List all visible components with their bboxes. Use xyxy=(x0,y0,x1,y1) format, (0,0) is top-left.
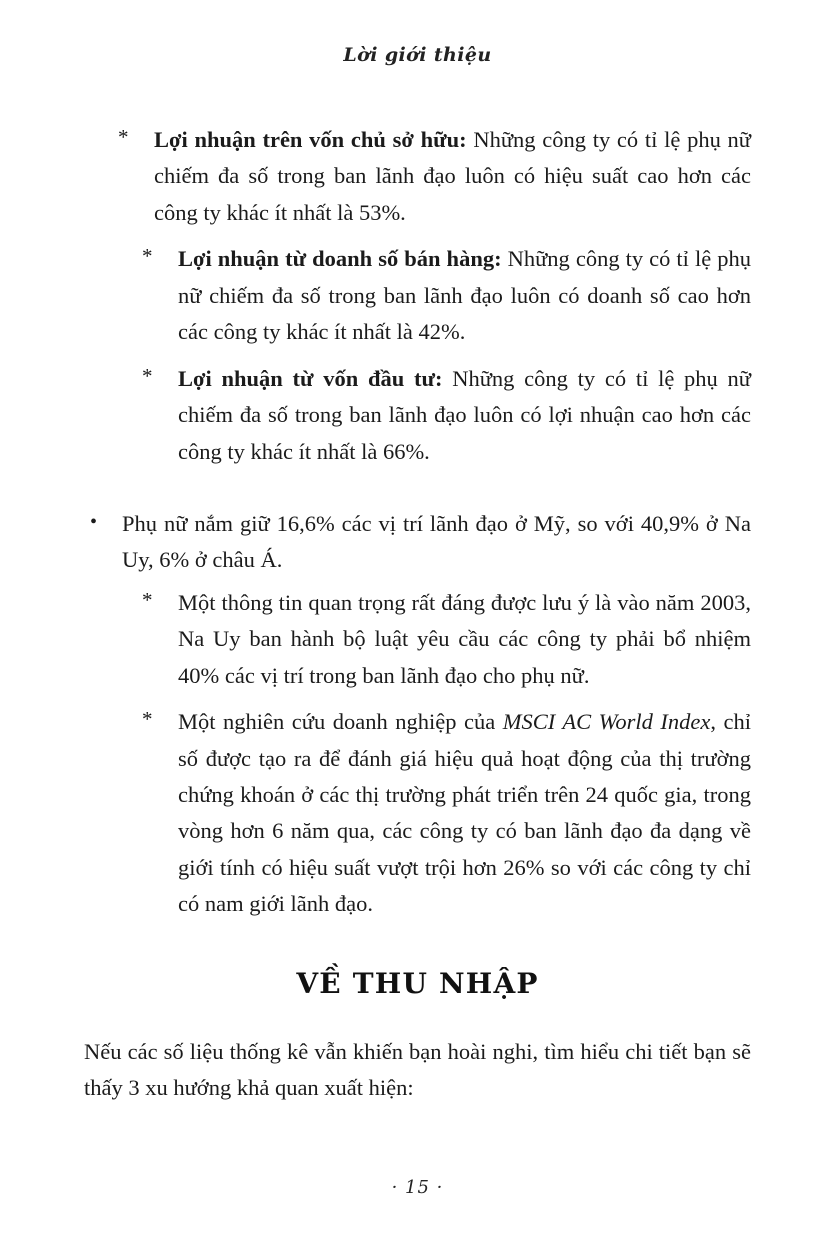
star-bullet-icon: * xyxy=(142,587,153,612)
list-item-lead: Lợi nhuận trên vốn chủ sở hữu: xyxy=(154,127,467,152)
list-item-text-before: Một nghiên cứu doanh nghiệp của xyxy=(178,709,503,735)
section-paragraph: Nếu các số liệu thống kê vẫn khiến bạn hoài nghi, tìm hiểu chi tiết bạn sẽ thấy 3 xu hướng khả quan xuất hiện: xyxy=(84,1038,751,1101)
page-number: · 15 · xyxy=(391,1177,444,1198)
bullet-list-leadership xyxy=(84,506,751,923)
page-content xyxy=(84,122,751,1107)
list-item-lead: Lợi nhuận từ vốn đầu tư: xyxy=(178,365,443,391)
list-item-lead: Lợi nhuận từ doanh số bán hàng: xyxy=(178,246,502,272)
list-group-spacer xyxy=(84,480,751,506)
list-item-text: Những công ty có tỉ lệ phụ nữ chiếm đa số trong ban lãnh đạo luôn có doanh số cao hơn các công ty khác ít nhất là 42%. xyxy=(178,246,751,345)
list-item-text: Những công ty có tỉ lệ phụ nữ chiếm đa số trong ban lãnh đạo luôn có lợi nhuận cao hơn các công ty khác ít nhất là 66%. xyxy=(178,365,751,464)
list-item xyxy=(116,122,751,231)
list-item xyxy=(84,506,751,579)
star-bullet-icon: * xyxy=(142,363,153,388)
list-item-text: Những công ty có tỉ lệ phụ nữ chiếm đa số trong ban lãnh đạo luôn có hiệu suất cao hơn các công ty khác ít nhất là 53%. xyxy=(154,127,751,225)
bullet-list-profit xyxy=(84,122,751,470)
list-item xyxy=(140,704,751,923)
round-bullet-icon: • xyxy=(90,510,98,533)
star-bullet-icon: * xyxy=(142,707,153,732)
list-item-italic-term: MSCI AC World Index xyxy=(502,709,711,735)
running-head: Lời giới thiệu xyxy=(343,44,492,66)
document-page xyxy=(0,44,835,1244)
star-bullet-icon: * xyxy=(142,244,153,269)
section-heading: VỀ THU NHẬP xyxy=(296,966,539,1000)
list-item xyxy=(140,585,751,694)
list-item-text: Phụ nữ nắm giữ 16,6% các vị trí lãnh đạo ở Mỹ, so với 40,9% ở Na Uy, 6% ở châu Á. xyxy=(122,510,751,573)
list-item-text-after: , chỉ số được tạo ra để đánh giá hiệu quả hoạt động của thị trường chứng khoán ở các thị trường phát triển trên 24 quốc gia, trong vòng hơn 6 năm qua, các công ty có ban lãnh đạo đa dạng về giới tính có hiệu suất vượt trội hơn 26% so với các công ty chỉ có nam giới lãnh đạo. xyxy=(178,709,751,917)
list-item xyxy=(140,361,751,470)
list-item-text: Một thông tin quan trọng rất đáng được lưu ý là vào năm 2003, Na Uy ban hành bộ luật yêu cầu các công ty phải bổ nhiệm 40% các vị trí trong ban lãnh đạo cho phụ nữ. xyxy=(178,589,751,688)
star-bullet-icon: * xyxy=(118,125,129,149)
list-item xyxy=(140,241,751,350)
